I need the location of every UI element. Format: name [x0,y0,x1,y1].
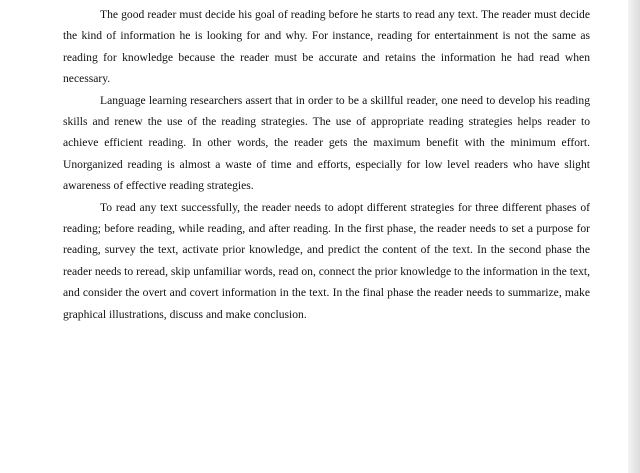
paragraph-1: The good reader must decide his goal of reading before he starts to read any text. The reader must decide the kind of information he is looking for and why. For instance, reading for entertainment is not the same as reading for knowledge because the reader must be accurate and retains the information he had read when necessary. [63,8,590,86]
document-body [63,4,590,325]
page-edge [628,0,640,473]
paragraph-3: To read any text successfully, the reader needs to adopt different strategies for three different phases of reading; before reading, while reading, and after reading. In the first phase, the reader needs to set a purpose for reading, survey the text, activate prior knowledge, and predict the content of the text. In the second phase the reader needs to reread, skip unfamiliar words, read on, connect the prior knowledge to the information in the text, and consider the overt and covert information in the text. In the final phase the reader needs to summarize, make graphical illustrations, discuss and make conclusion. [63,200,590,321]
paragraph-2: Language learning researchers assert that in order to be a skillful reader, one need to develop his reading skills and renew the use of the reading strategies. The use of appropriate reading strategies helps reader to achieve efficient reading. In other words, the reader gets the maximum benefit with the minimum effort. Unorganized reading is almost a waste of time and efforts, especially for low level readers who have slight awareness of effective reading strategies. [63,93,590,193]
